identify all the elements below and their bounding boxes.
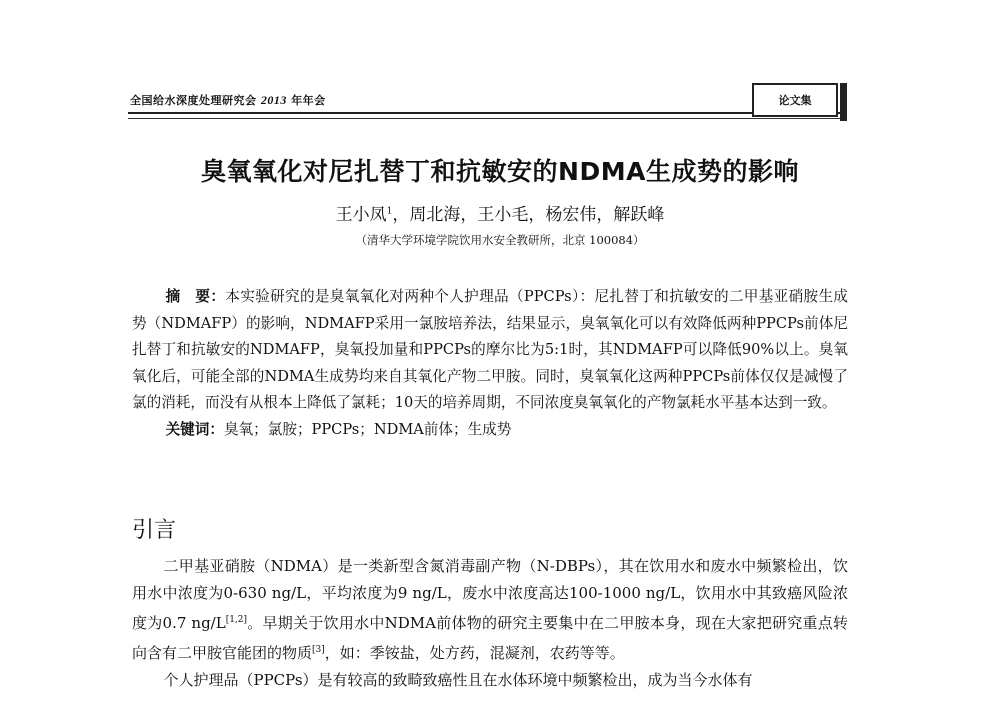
- section-heading-intro: 引言: [132, 518, 177, 543]
- section-tag: 论文集: [752, 83, 838, 117]
- conference-name-post: 年年会: [291, 94, 326, 107]
- conference-year: 2013: [260, 93, 287, 107]
- header-rule-thick: [128, 112, 844, 114]
- keywords-label: 关键词：: [165, 420, 224, 438]
- author-first: 王小凤: [335, 205, 387, 225]
- intro-p1-part-b: 。早期关于饮用水中NDMA前体物的研究主要集中在二甲胺本身，现在大家把研究重点转向含有二甲胺官能团的物质: [132, 614, 848, 662]
- header-rule-thin: [128, 118, 844, 119]
- intro-paragraph-1: [132, 553, 848, 667]
- citation-1-2: [1,2]: [225, 615, 248, 625]
- author-first-superscript: 1: [386, 206, 393, 217]
- intro-paragraph-2: 个人护理品（PPCPs）是有较高的致畸致癌性且在水体环境中频繁检出，成为当今水体有: [163, 671, 753, 689]
- keywords: [132, 417, 848, 444]
- intro-p1-part-c: ，如：季铵盐，处方药，混凝剂，农药等等。: [324, 644, 625, 662]
- abstract-label: 摘 要：: [165, 288, 226, 305]
- keywords-text: 臭氧；氯胺；PPCPs；NDMA前体；生成势: [223, 420, 512, 438]
- abstract-text: 本实验研究的是臭氧氧化对两种个人护理品（PPCPs）：尼扎替丁和抗敏安的二甲基亚硝胺生成势（NDMAFP）的影响，NDMAFP采用一氯胺培养法，结果显示，臭氧氧化可以有效降低两种PPCPs前体尼扎替丁和抗敏安的NDMAFP，臭氧投加量和PPCPs的摩尔比为5:1时，其NDMAFP可以降低90%以上。臭氧氧化后，可能全部的NDMA生成势均来自其氧化产物二甲胺。同时，臭氧氧化这两种PPCPs前体仅仅是减慢了氯的消耗，而没有从根本上降低了氯耗；10天的培养周期，不同浓度臭氧氧化的产物氯耗水平基本达到一致。: [132, 288, 848, 411]
- intro-body: [132, 553, 848, 694]
- author-list: [0, 200, 1000, 225]
- intro-p1-part-a: 二甲基亚硝胺（NDMA）是一类新型含氮消毒副产物（N-DBPs），其在饮用水和废水中频繁检出，饮用水中浓度为0-630 ng/L，平均浓度为9 ng/L，废水中浓度高达100-1000 ng/L，饮用水中其致癌风险浓度为0.7 ng/L: [132, 557, 848, 632]
- author-rest: ，周北海，王小毛，杨宏伟，解跃峰: [392, 205, 665, 225]
- section-tag-shadow: [840, 83, 847, 121]
- citation-3: [3]: [312, 645, 325, 655]
- running-header: [130, 92, 326, 108]
- affiliation: （清华大学环境学院饮用水安全教研所，北京 100084）: [355, 233, 645, 247]
- conference-name-pre: 全国给水深度处理研究会: [130, 94, 257, 107]
- paper-title: 臭氧氧化对尼扎替丁和抗敏安的NDMA生成势的影响: [201, 157, 799, 186]
- abstract-paragraph: [132, 284, 848, 417]
- abstract: [132, 284, 848, 443]
